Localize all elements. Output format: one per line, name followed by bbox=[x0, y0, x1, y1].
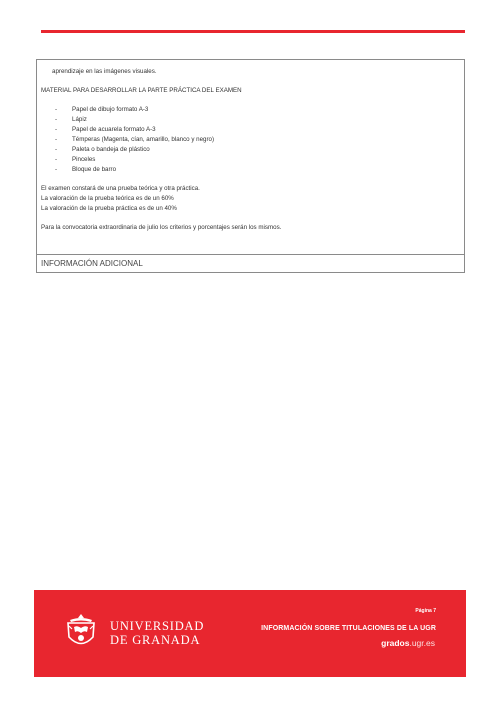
extraordinary-note: Para la convocatoria extraordinaria de julio los criterios y porcentajes serán los mismos. bbox=[41, 224, 282, 231]
university-name: UNIVERSIDAD DE GRANADA bbox=[110, 619, 205, 647]
additional-info-heading: INFORMACIÓN ADICIONAL bbox=[41, 259, 143, 268]
header-rule bbox=[41, 30, 465, 33]
list-item: - Bloque de barro bbox=[55, 166, 117, 173]
section-divider bbox=[37, 254, 464, 255]
exam-structure-line: El examen constará de una prueba teórica y otra práctica. bbox=[41, 185, 200, 192]
degree-info-title: INFORMACIÓN SOBRE TITULACIONES DE LA UGR bbox=[261, 625, 436, 632]
materials-list bbox=[41, 105, 458, 175]
material-heading: MATERIAL PARA DESARROLLAR LA PARTE PRÁCTICA DEL EXAMEN bbox=[41, 87, 242, 94]
practice-weight-line: La valoración de la prueba práctica es de un 40% bbox=[41, 205, 177, 212]
list-item: - Témperas (Magenta, cían, amarillo, blanco y negro) bbox=[55, 136, 215, 143]
theory-weight-line: La valoración de la prueba teórica es de un 60% bbox=[41, 195, 174, 202]
list-item: - Lápiz bbox=[55, 116, 87, 123]
list-item: - Papel de acuarela formato A-3 bbox=[55, 126, 156, 133]
list-item: - Paleta o bandeja de plástico bbox=[55, 146, 150, 153]
intro-text: aprendizaje en las imágenes visuales. bbox=[52, 68, 157, 75]
guide-content-box bbox=[36, 59, 465, 273]
page-number: Página 7 bbox=[415, 608, 436, 614]
list-item: - Papel de dibujo formato A-3 bbox=[55, 106, 149, 113]
list-item: - Pinceles bbox=[55, 156, 96, 163]
page-footer bbox=[34, 590, 466, 677]
guide-content bbox=[41, 67, 458, 233]
university-crest-icon bbox=[65, 613, 97, 651]
site-link[interactable]: grados.ugr.es bbox=[381, 638, 435, 648]
